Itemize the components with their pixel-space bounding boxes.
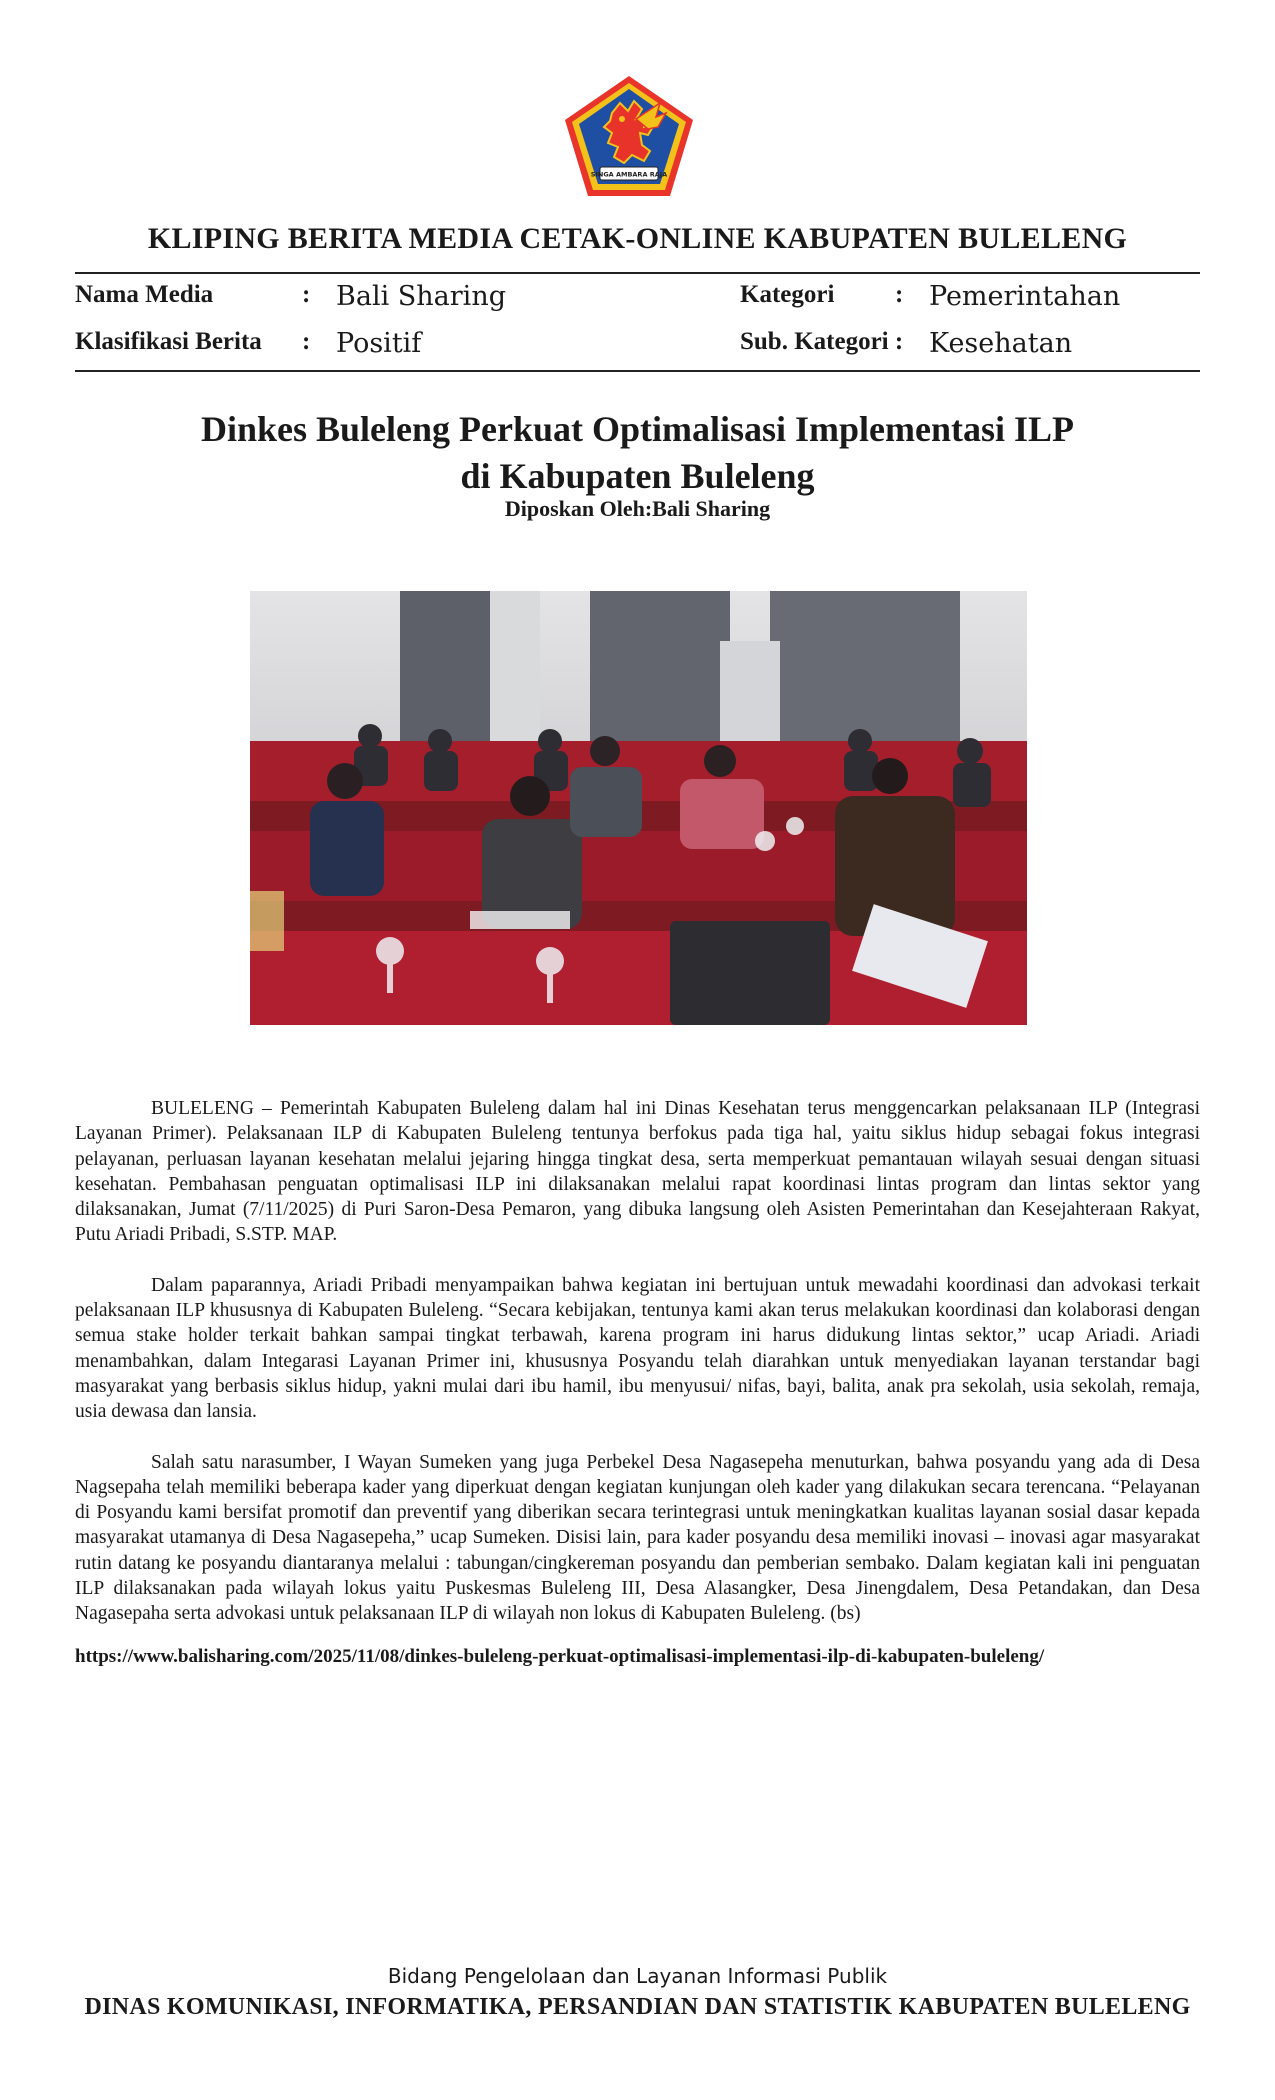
media-colon: : [302, 281, 311, 308]
article-paragraph-1: BULELENG – Pemerintah Kabupaten Buleleng dalam hal ini Dinas Kesehatan terus menggencarkan pelaksanaan ILP (Integrasi Layanan Primer). Pelaksanaan ILP di Kabupaten Buleleng tentunya berfokus pada tiga hal, yaitu siklus hidup sebagai fokus integrasi pelayanan, perluasan layanan kesehatan melalui jejaring hingga tingkat desa, serta memperkuat pemantauan wilayah sesuai dengan situasi kesehatan. Pembahasan penguatan optimalisasi ILP ini dilaksanakan melalui rapat koordinasi lintas program dan lintas sektor yang dilaksanakan, Jumat (7/11/2025) di Puri Saron-Desa Pemaron, yang dibuka langsung oleh Asisten Pemerintahan dan Kesejahteraan Rakyat, Putu Ariadi Pribadi, S.STP. MAP. [75, 1098, 1200, 1246]
subcategory-label: Sub. Kategori : [740, 328, 904, 355]
logo-motto: SINGA AMBARA RAJA [590, 170, 668, 179]
media-value: Bali Sharing [336, 281, 506, 312]
article-body [75, 1096, 1200, 1652]
footer-unit: Bidang Pengelolaan dan Layanan Informasi Publik [387, 1964, 888, 1988]
headline-line-2: di Kabupaten Buleleng [460, 456, 815, 496]
header-divider-bottom [75, 370, 1200, 372]
subcategory-value: Kesehatan [929, 328, 1073, 359]
header-divider-top [75, 272, 1200, 274]
article-byline: Diposkan Oleh:Bali Sharing [504, 496, 771, 521]
category-colon: : [895, 281, 904, 308]
classification-value: Positif [336, 328, 422, 359]
headline-line-1: Dinkes Buleleng Perkuat Optimalisasi Implementasi ILP [200, 409, 1075, 449]
article-paragraph-3: Salah satu narasumber, I Wayan Sumeken yang juga Perbekel Desa Nagasepeha menuturkan, bahwa posyandu yang ada di Desa Nagsepaha telah memiliki beberapa kader yang diperkuat dengan kegiatan kunjungan oleh kader yang dilakukan secara terencana. “Pelayanan di Posyandu kami bersifat promotif dan preventif yang diberikan secara terintegrasi untuk meningkatkan kualitas layanan sosial dasar kepada masyarakat utamanya di Desa Nagasepeha,” ucap Sumeken. Disisi lain, para kader posyandu desa memiliki inovasi – inovasi agar masyarakat rutin datang ke posyandu diantaranya melalui : tabungan/cingkereman posyandu dan pemberian sembako. Dalam kegiatan kali ini penguatan ILP dilaksanakan pada wilayah lokus yaitu Puskesmas Buleleng III, Desa Alasangker, Desa Jinengdalem, Desa Petandakan, dan Desa Nagasepaha serta advokasi untuk pelaksanaan ILP di wilayah non lokus di Kabupaten Buleleng. (bs) [75, 1451, 1200, 1625]
category-value: Pemerintahan [929, 281, 1121, 312]
article-headline [0, 406, 1275, 500]
document-title: KLIPING BERITA MEDIA CETAK-ONLINE KABUPATEN BULELENG [147, 222, 1128, 255]
media-label: Nama Media [75, 281, 214, 308]
article-paragraph-2: Dalam paparannya, Ariadi Pribadi menyampaikan bahwa kegiatan ini bertujuan untuk mewadahi koordinasi dan advokasi terkait pelaksanaan ILP khususnya di Kabupaten Buleleng. “Secara kebijakan, tentunya kami akan terus melakukan koordinasi dan kolaborasi dengan semua stake holder terkait bahkan sampai tingkat terbawah, karena program ini harus didukung lintas sektor,” ucap Ariadi. Ariadi menambahkan, dalam Integarasi Layanan Primer ini, khususnya Posyandu telah diarahkan untuk menyediakan layanan terstandar bagi masyarakat yang berbasis siklus hidup, yakni mulai dari ibu hamil, ibu menyusui/ nifas, bayi, balita, anak pra sekolah, usia sekolah, remaja, usia dewasa dan lansia. [75, 1274, 1200, 1423]
category-label: Kategori [740, 281, 835, 308]
footer-agency: DINAS KOMUNIKASI, INFORMATIKA, PERSANDIAN DAN STATISTIK KABUPATEN BULELENG [84, 1994, 1191, 2020]
regency-logo [562, 73, 696, 199]
classification-colon: : [302, 328, 311, 355]
source-link[interactable]: https://www.balisharing.com/2025/11/08/dinkes-buleleng-perkuat-optimalisasi-implementasi-ilp-di-kabupaten-buleleng/ [75, 1646, 1045, 1667]
article-photo [250, 591, 1027, 1025]
classification-label: Klasifikasi Berita [75, 328, 262, 355]
